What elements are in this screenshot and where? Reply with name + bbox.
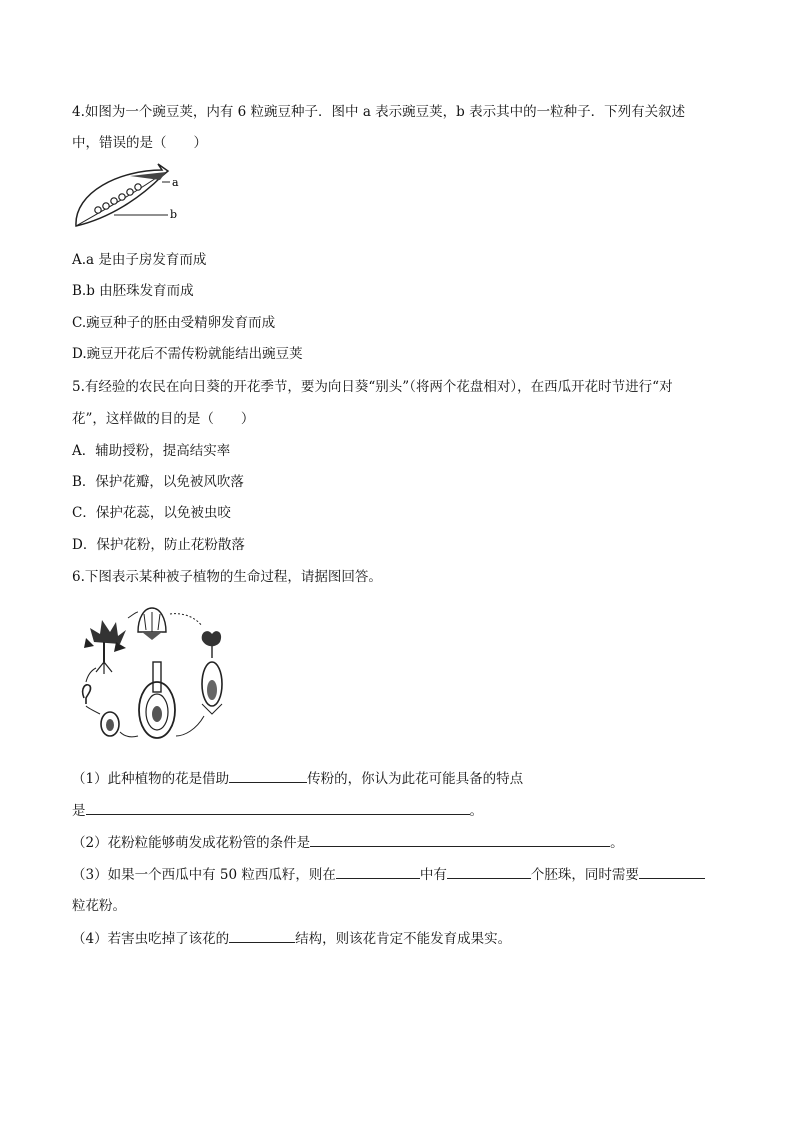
q6-sub4-blank[interactable] (229, 928, 295, 943)
q6-sub2-period: 。 (610, 835, 624, 851)
q6-sub2-blank[interactable] (310, 832, 610, 847)
seed-drawing (101, 712, 119, 736)
seed-label-b: b (170, 208, 178, 221)
q4-option-a: A.a 是由子房发育而成 (72, 252, 207, 268)
q6-sub1-blank1[interactable] (229, 768, 307, 783)
q6-sub4 (72, 928, 511, 949)
seedling-drawing (83, 685, 91, 704)
q6-sub3-blank1[interactable] (336, 864, 420, 879)
whole-plant-drawing (84, 620, 126, 674)
q6-sub1-line1 (72, 768, 523, 789)
q5-option-c: C．保护花蕊，以免被虫咬 (72, 505, 231, 521)
q6-sub1-prefix: （1）此种植物的花是借助 (72, 771, 230, 787)
q6-sub3-line2: 粒花粉。 (72, 898, 126, 914)
q5-option-d: D．保护花粉，防止花粉散落 (72, 537, 245, 553)
q6-sub3-zhongyou: 中有 (419, 867, 447, 883)
q6-sub4-prefix: （4）若害虫吃掉了该花的 (72, 931, 230, 947)
q5-option-a: A．辅助授粉，提高结实率 (72, 443, 231, 459)
q6-stem: 6.下图表示某种被子植物的生命过程，请据图回答。 (72, 569, 382, 585)
q4-option-c: C.豌豆种子的胚由受精卵发育而成 (72, 315, 276, 331)
q6-sub2 (72, 832, 624, 853)
q6-sub1-middle: 传粉的，你认为此花可能具备的特点 (307, 771, 524, 787)
q6-sub1-blank2[interactable] (86, 800, 470, 815)
q4-stem-line1: 4.如图为一个豌豆荚，内有 6 粒豌豆种子．图中 a 表示豌豆荚，b 表示其中的一粒种子．下列有关叙述 (72, 104, 686, 120)
q6-sub3-blank2[interactable] (447, 864, 531, 879)
pea-pod-figure (70, 162, 200, 232)
q6-sub1-shi: 是 (72, 803, 86, 819)
ovary-section-drawing (139, 662, 175, 738)
q6-sub1-line2 (72, 800, 483, 821)
q5-stem-line1: 5.有经验的农民在向日葵的开花季节，要为向日葵“别头”（将两个花盘相对），在西瓜开花时节进行“对 (72, 379, 673, 395)
q6-sub3-prefix: （3）如果一个西瓜中有 50 粒西瓜籽，则在 (72, 867, 336, 883)
plant-life-cycle-figure (72, 598, 242, 748)
q4-stem-line2: 中，错误的是（ ） (72, 135, 207, 151)
q6-sub4-suffix: 结构，则该花肯定不能发育成果实。 (295, 931, 512, 947)
q6-sub3-blank3[interactable] (639, 864, 705, 879)
q6-sub3-peizhu: 个胚珠，同时需要 (530, 867, 639, 883)
q6-sub1-period: 。 (469, 803, 483, 819)
q5-stem-line2: 花”，这样做的目的是（ ） (72, 411, 255, 427)
flower-section-drawing (138, 608, 166, 640)
pollination-drawing (202, 631, 222, 714)
q6-sub3-line1 (72, 864, 705, 885)
q4-option-d: D.豌豆开花后不需传粉就能结出豌豆荚 (72, 346, 303, 362)
q6-sub2-prefix: （2）花粉粒能够萌发成花粉管的条件是 (72, 835, 311, 851)
pod-label-a: a (172, 176, 179, 189)
q5-option-b: B．保护花瓣，以免被风吹落 (72, 474, 244, 490)
q4-option-b: B.b 由胚珠发育而成 (72, 283, 194, 299)
